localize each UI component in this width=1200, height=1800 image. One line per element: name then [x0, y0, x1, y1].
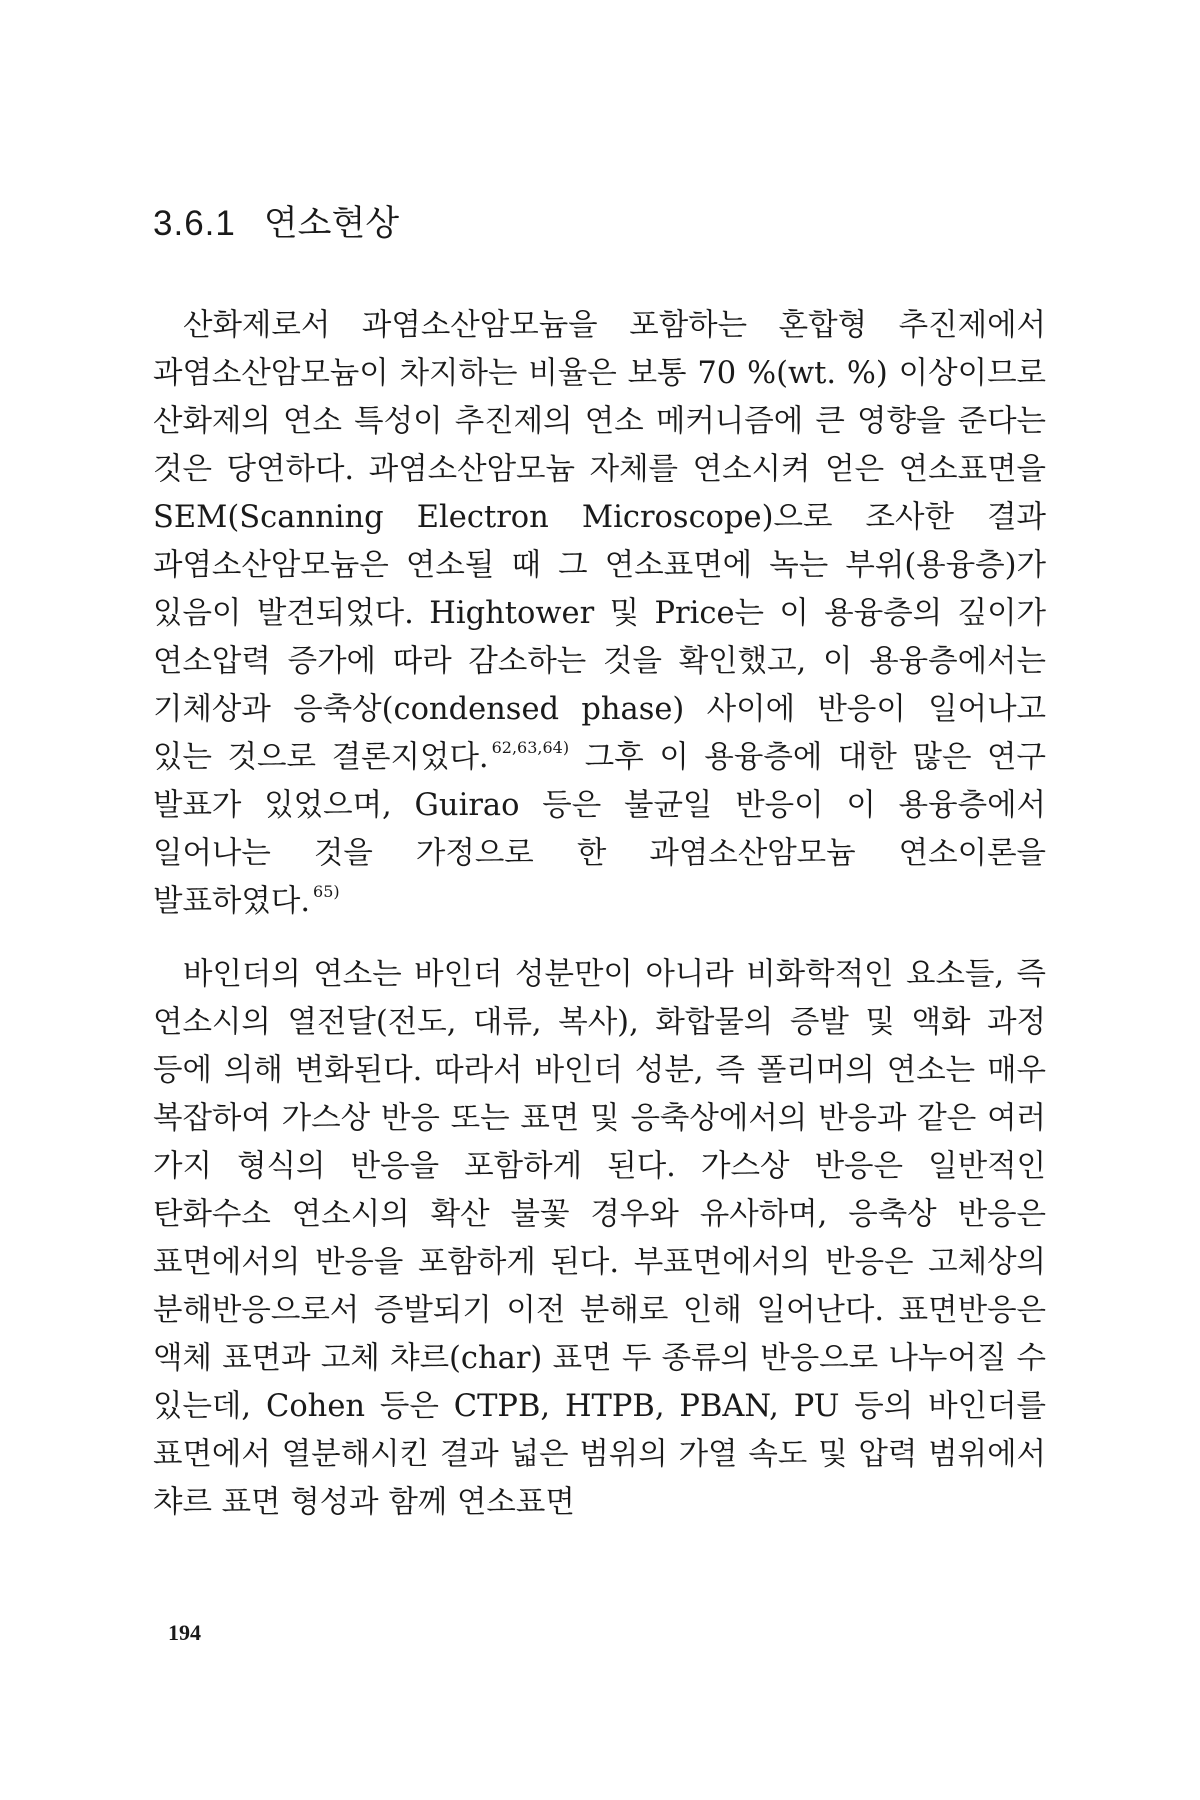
- section-heading: [153, 206, 399, 242]
- paragraph-2: [153, 951, 1046, 1527]
- paragraph-2-text: 바인더의 연소는 바인더 성분만이 아니라 비화학적인 요소들, 즉 연소시의 열전달(전도, 대류, 복사), 화합물의 증발 및 액화 과정 등에 의해 변화된다. 따라서 바인더 성분, 즉 폴리머의 연소는 매우 복잡하여 가스상 반응 또는 표면 및 응축상에서의 반응과 같은 여러 가지 형식의 반응을 포함하게 된다. 가스상 반응은 일반적인 탄화수소 연소시의 확산 불꽃 경우와 유사하며, 응축상 반응은 표면에서의 반응을 포함하게 된다. 부표면에서의 반응은 고체상의 분해반응으로서 증발되기 이전 분해로 인해 일어난다. 표면반응은 액체 표면과 고체 챠르(char) 표면 두 종류의 반응으로 나누어질 수 있는데, Cohen 등은 CTPB, HTPB, PBAN, PU 등의 바인더를 표면에서 열분해시킨 결과 넓은 범위의 가열 속도 및 압력 범위에서 챠르 표면 형성과 함께 연소표면: [153, 957, 1046, 1520]
- reference-65: 65): [313, 882, 340, 901]
- reference-62-64: 62,63,64): [491, 738, 570, 757]
- paragraph-1-text: 산화제로서 과염소산암모늄을 포함하는 혼합형 추진제에서 과염소산암모늄이 차지하는 비율은 보통 70 %(wt. %) 이상이므로 산화제의 연소 특성이 추진제의 연소 메커니즘에 큰 영향을 준다는 것은 당연하다. 과염소산암모늄 자체를 연소시켜 얻은 연소표면을 SEM(Scanning Electron Microscope)으로 조사한 결과 과염소산암모늄은 연소될 때 그 연소표면에 녹는 부위(용융층)가 있음이 발견되었다. Hightower 및 Price는 이 용융층의 깊이가 연소압력 증가에 따라 감소하는 것을 확인했고, 이 용융층에서는 기체상과 응축상(condensed phase) 사이에 반응이 일어나고 있는 것으로 결론지었다.: [153, 308, 1046, 775]
- paragraph-1-text-cont: 그후 이 용융층에 대한 많은 연구 발표가 있었으며, Guirao 등은 불균일 반응이 이 용융층에서 일어나는 것을 가정으로 한 과염소산암모늄 연소이론을 발표하였다.: [153, 740, 1046, 919]
- section-title: 연소현상: [263, 204, 400, 244]
- page-number: 194: [168, 1620, 201, 1645]
- section-number: 3.6.1: [153, 204, 236, 243]
- paragraph-1: [153, 302, 1046, 926]
